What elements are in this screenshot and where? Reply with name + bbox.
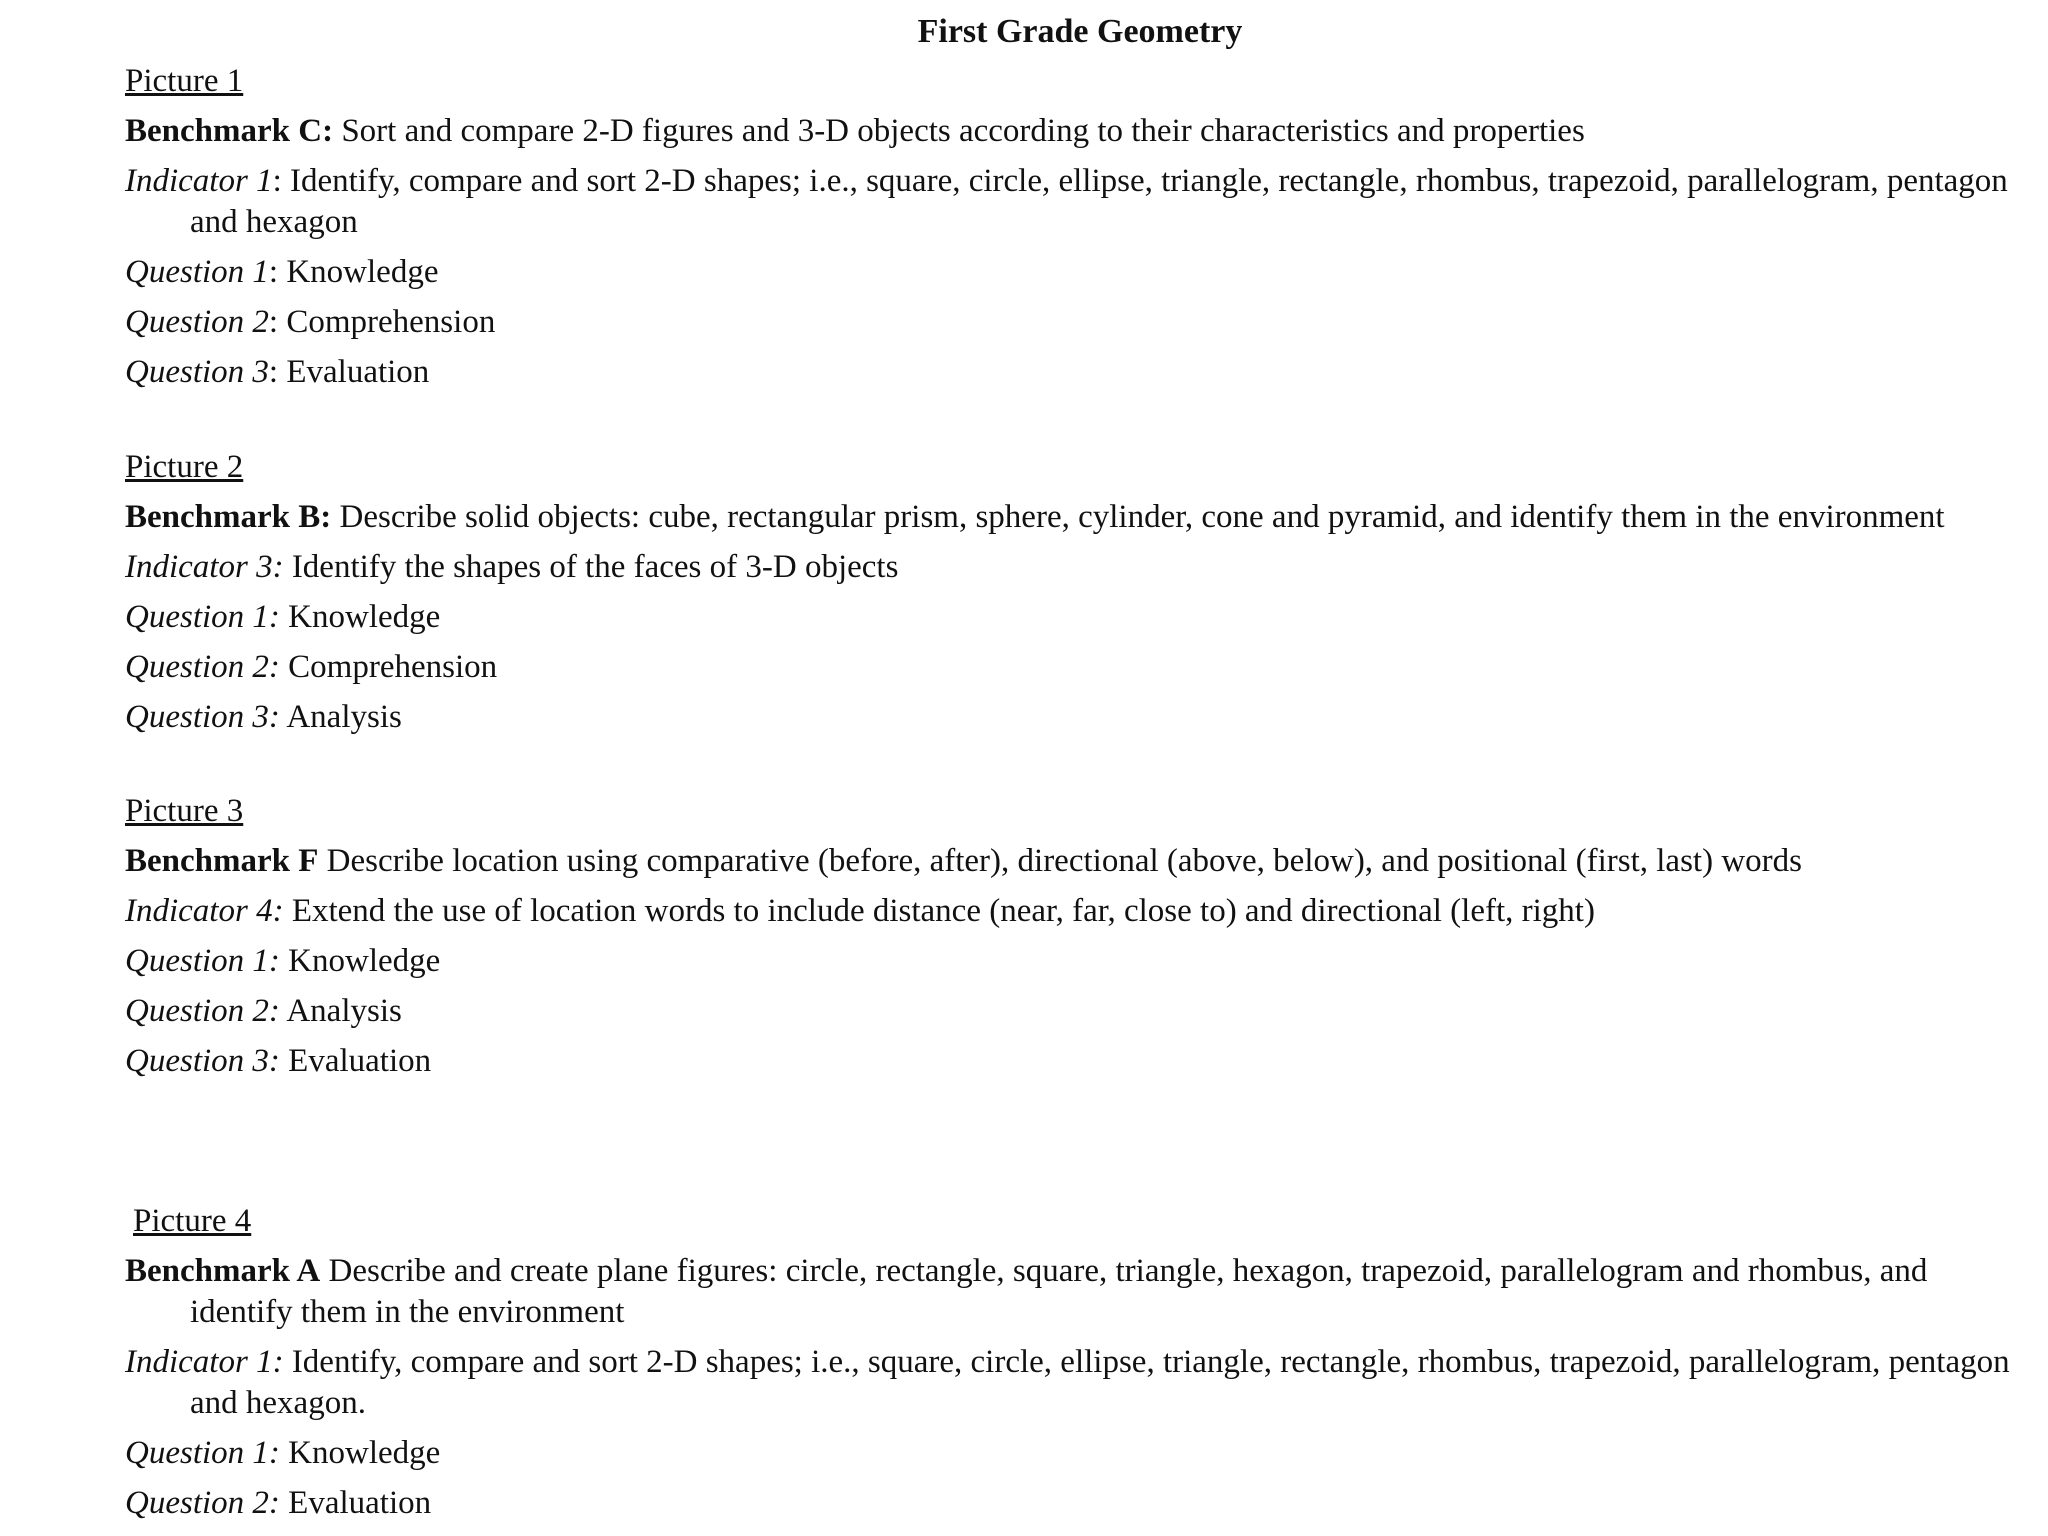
question-label: Question 3: [125, 1043, 280, 1079]
question-2 [125, 991, 2045, 1032]
indicator-label: Indicator 4: [125, 893, 284, 929]
question-1 [125, 252, 2045, 293]
indicator-text: Extend the use of location words to include distance (near, far, close to) and directional (left, right) [283, 893, 1595, 929]
question-text: Analysis [279, 699, 402, 735]
question-1 [125, 1433, 2045, 1474]
indicator-text: Identify the shapes of the faces of 3-D objects [283, 549, 899, 585]
question-text: : Knowledge [268, 254, 439, 290]
benchmark-text: Describe and create plane figures: circle, rectangle, square, triangle, hexagon, trapezoid, parallelogram and rhombus, and identify them in the environment [190, 1253, 1928, 1330]
benchmark-b [125, 497, 2045, 538]
question-label: Question 1: [125, 943, 280, 979]
question-text: Analysis [279, 993, 402, 1029]
question-3 [125, 352, 2045, 393]
picture-3-section [125, 791, 2045, 1091]
question-2 [125, 302, 2045, 343]
benchmark-text: Describe solid objects: cube, rectangular prism, sphere, cylinder, cone and pyramid, and identify them in the environment [331, 499, 1945, 535]
indicator-text: : Identify, compare and sort 2-D shapes; i.e., square, circle, ellipse, triangle, rectangle, rhombus, trapezoid, parallelogram, pentagon and hexagon [190, 163, 2008, 240]
indicator-label: Indicator 3: [125, 549, 284, 585]
benchmark-text: Describe location using comparative (before, after), directional (above, below), and positional (first, last) words [318, 843, 1802, 879]
question-2 [125, 647, 2045, 688]
question-3 [125, 697, 2045, 738]
question-2 [125, 1483, 2045, 1524]
picture-1-label: Picture 1 [125, 63, 244, 99]
picture-2-section [125, 447, 2045, 747]
question-label: Question 2: [125, 993, 280, 1029]
benchmark-text: Sort and compare 2-D figures and 3-D objects according to their characteristics and properties [333, 113, 1585, 149]
question-text: Knowledge [279, 599, 441, 635]
question-text: Comprehension [279, 649, 498, 685]
question-text: : Comprehension [268, 304, 496, 340]
question-text: : Evaluation [268, 354, 430, 390]
picture-1-section [125, 61, 2045, 402]
picture-2-label: Picture 2 [125, 449, 244, 485]
question-label: Question 2: [125, 649, 280, 685]
picture-4-section [125, 1201, 2045, 1533]
benchmark-label: Benchmark A [125, 1253, 321, 1289]
picture-3-label: Picture 3 [125, 793, 244, 829]
question-1 [125, 597, 2045, 638]
benchmark-label: Benchmark C: [125, 113, 334, 149]
question-text: Evaluation [279, 1043, 432, 1079]
question-label: Question 1: [125, 599, 280, 635]
question-label: Question 2 [125, 304, 269, 340]
question-label: Question 1 [125, 254, 269, 290]
benchmark-a [125, 1251, 2045, 1333]
indicator-label: Indicator 1 [125, 163, 273, 199]
indicator-1 [125, 161, 2045, 243]
indicator-label: Indicator 1: [125, 1344, 284, 1380]
benchmark-f [125, 841, 2045, 882]
benchmark-c [125, 111, 2045, 152]
picture-4-label: Picture 4 [133, 1203, 252, 1239]
question-label: Question 3: [125, 699, 280, 735]
question-text: Knowledge [279, 1435, 441, 1471]
question-3 [125, 1041, 2045, 1082]
indicator-4 [125, 891, 2045, 932]
indicator-text: Identify, compare and sort 2-D shapes; i.e., square, circle, ellipse, triangle, rectangle, rhombus, trapezoid, parallelogram, pentagon and hexagon. [190, 1344, 2010, 1421]
question-1 [125, 941, 2045, 982]
indicator-1 [125, 1342, 2045, 1424]
benchmark-label: Benchmark B: [125, 499, 332, 535]
benchmark-label: Benchmark F [125, 843, 319, 879]
document-title: First Grade Geometry [917, 13, 1243, 50]
question-label: Question 3 [125, 354, 269, 390]
question-text: Evaluation [279, 1485, 432, 1521]
question-text: Knowledge [279, 943, 441, 979]
question-label: Question 1: [125, 1435, 280, 1471]
question-label: Question 2: [125, 1485, 280, 1521]
indicator-3 [125, 547, 2045, 588]
